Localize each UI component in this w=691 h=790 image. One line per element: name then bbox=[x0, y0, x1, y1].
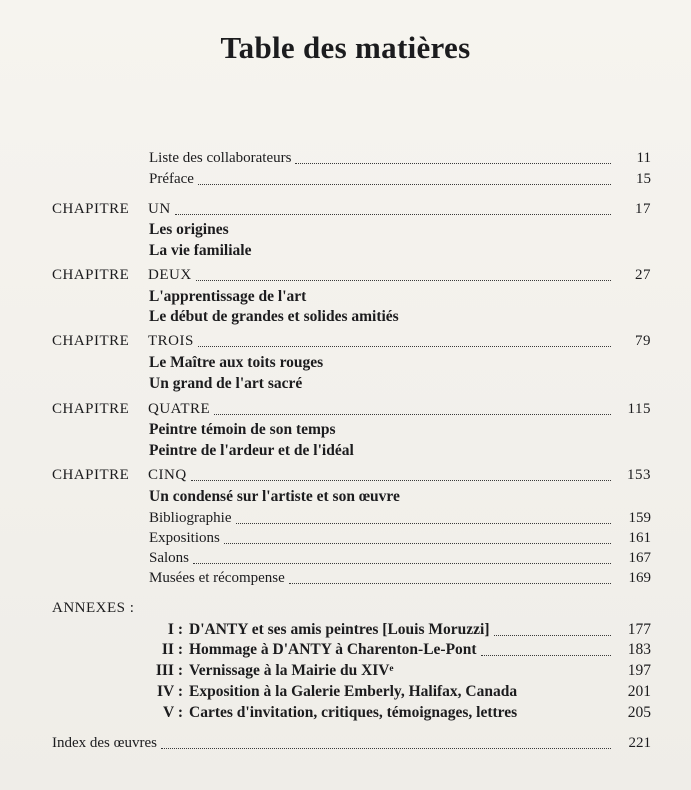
chapter-word: CHAPITRE bbox=[52, 201, 130, 217]
page-title: Table des matières bbox=[220, 30, 471, 65]
annex-number: IV : bbox=[157, 683, 183, 700]
dot-leader bbox=[196, 280, 611, 281]
dot-leader bbox=[289, 583, 611, 584]
dot-leader bbox=[295, 163, 611, 164]
chapter-subtitle: Le Maître aux toits rouges bbox=[149, 354, 324, 371]
chapter-heading-trois bbox=[52, 331, 651, 351]
toc-entry-label: Préface bbox=[149, 171, 194, 187]
annex-number: I : bbox=[167, 621, 183, 638]
dot-leader bbox=[198, 346, 611, 347]
chapter-name: DEUX bbox=[148, 267, 192, 283]
annex-entry-4 bbox=[52, 682, 651, 702]
dot-leader bbox=[214, 414, 611, 415]
annexes-heading: ANNEXES : bbox=[52, 600, 135, 616]
dot-leader bbox=[175, 214, 611, 215]
chapter-subtitle: Peintre témoin de son temps bbox=[149, 421, 336, 438]
dot-leader bbox=[198, 184, 611, 185]
toc-page-number: 27 bbox=[635, 267, 651, 283]
toc-page-number: 153 bbox=[627, 467, 651, 483]
toc-entry-label: Index des œuvres bbox=[52, 735, 157, 751]
chapter-name: UN bbox=[148, 201, 171, 217]
toc-entry-preface bbox=[52, 169, 651, 189]
chapter-word: CHAPITRE bbox=[52, 267, 130, 283]
dot-leader bbox=[193, 563, 611, 564]
annex-entry-5 bbox=[52, 703, 651, 723]
chapter-subtitle: La vie familiale bbox=[149, 242, 252, 259]
annex-number: V : bbox=[163, 704, 183, 721]
toc-page-number: 169 bbox=[628, 570, 651, 586]
annex-label: Cartes d'invitation, critiques, témoignages, lettres bbox=[189, 704, 518, 721]
toc-page-number: 79 bbox=[635, 333, 651, 349]
dot-leader bbox=[191, 480, 611, 481]
toc-entry-collaborateurs bbox=[52, 148, 651, 168]
toc-page-number: 177 bbox=[627, 621, 651, 638]
annex-entry-1 bbox=[52, 620, 651, 640]
toc-page-number: 197 bbox=[627, 662, 651, 679]
chapter-subtitle: Peintre de l'ardeur et de l'idéal bbox=[149, 442, 354, 459]
chapter-name: CINQ bbox=[148, 467, 187, 483]
dot-leader bbox=[481, 655, 611, 656]
toc-page-number: 15 bbox=[636, 171, 651, 187]
annex-label: Exposition à la Galerie Emberly, Halifax, Canada bbox=[189, 683, 518, 700]
toc-entry-label: Musées et récompense bbox=[149, 570, 285, 586]
chapter-word: CHAPITRE bbox=[52, 401, 130, 417]
chapter-subtitle: Un grand de l'art sacré bbox=[149, 375, 303, 392]
toc-page-number: 161 bbox=[628, 530, 651, 546]
chapter-word: CHAPITRE bbox=[52, 467, 130, 483]
toc-entry-label: Liste des collaborateurs bbox=[149, 150, 292, 166]
dot-leader bbox=[224, 543, 611, 544]
annex-label: Hommage à D'ANTY à Charenton-Le-Pont bbox=[189, 641, 477, 658]
chapter-name: TROIS bbox=[148, 333, 194, 349]
toc-page-number: 11 bbox=[636, 150, 651, 166]
chapter-heading-cinq bbox=[52, 465, 651, 485]
dot-leader bbox=[494, 635, 612, 636]
annex-number: II : bbox=[161, 641, 183, 658]
toc-entry-musees bbox=[52, 568, 651, 588]
dot-leader bbox=[161, 748, 611, 749]
annex-number: III : bbox=[155, 662, 183, 679]
dot-leader bbox=[236, 523, 612, 524]
toc-entry-bibliographie bbox=[52, 508, 651, 528]
toc-entry-index bbox=[52, 733, 651, 753]
toc-entry-label: Salons bbox=[149, 550, 190, 566]
toc-page-number: 167 bbox=[628, 550, 651, 566]
toc-page-number: 221 bbox=[628, 735, 651, 751]
chapter-name: QUATRE bbox=[148, 401, 211, 417]
chapter-subtitle: Un condensé sur l'artiste et son œuvre bbox=[149, 488, 400, 505]
toc-entry-label: Expositions bbox=[149, 530, 220, 546]
chapter-heading-un bbox=[52, 199, 651, 219]
toc-page-number: 115 bbox=[627, 401, 651, 417]
toc-page-number: 201 bbox=[627, 683, 651, 700]
chapter-heading-deux bbox=[52, 265, 651, 285]
toc-page-number: 183 bbox=[627, 641, 651, 658]
chapter-subtitle: L'apprentissage de l'art bbox=[149, 288, 307, 305]
toc-entry-label: Bibliographie bbox=[149, 510, 232, 526]
chapter-word: CHAPITRE bbox=[52, 333, 130, 349]
chapter-subtitle: Les origines bbox=[149, 221, 229, 238]
toc-page-number: 17 bbox=[635, 201, 651, 217]
chapter-subtitle: Le début de grandes et solides amitiés bbox=[149, 308, 399, 325]
annex-label: D'ANTY et ses amis peintres [Louis Moruzzi] bbox=[189, 621, 490, 638]
annex-entry-3 bbox=[52, 661, 651, 681]
toc-entry-salons bbox=[52, 548, 651, 568]
toc-page-number: 159 bbox=[628, 510, 651, 526]
annex-label: Vernissage à la Mairie du XIVᵉ bbox=[189, 662, 394, 679]
chapter-heading-quatre bbox=[52, 399, 651, 419]
annex-entry-2 bbox=[52, 640, 651, 660]
toc-entry-expositions bbox=[52, 528, 651, 548]
toc-page-number: 205 bbox=[627, 704, 651, 721]
